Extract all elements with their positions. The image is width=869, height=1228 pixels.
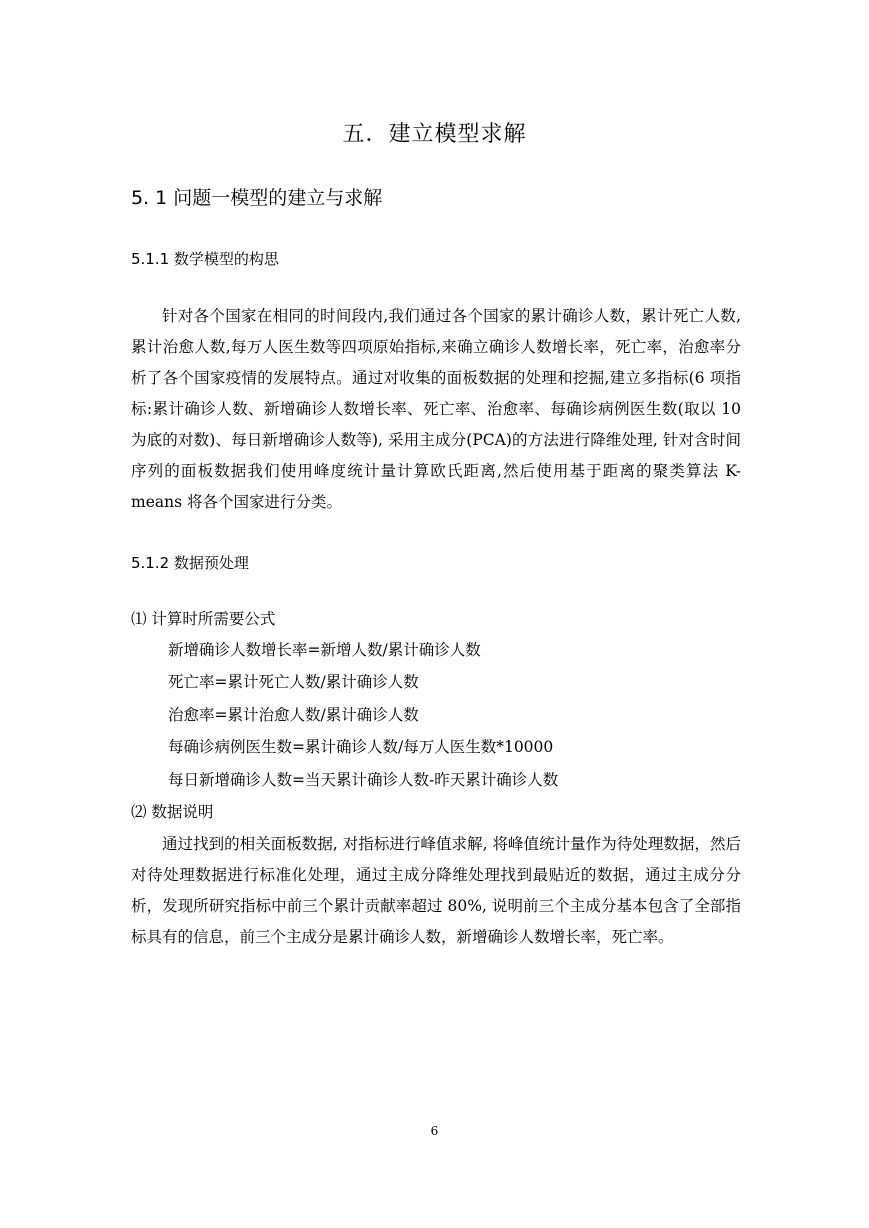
formula-item: 治愈率=累计治愈人数/累计确诊人数 — [168, 705, 419, 724]
list-item-data-description-label: ⑵ 数据说明 — [131, 803, 214, 821]
model-concept-paragraph: 针对各个国家在相同的时间段内,我们通过各个国家的累计确诊人数，累计死亡人数,累计治愈人数,每万人医生数等四项原始指标,来确立确诊人数增长率，死亡率，治愈率分析了各个国家疫情的发展特点。通过对收集的面板数据的处理和挖掘,建立多指标(6 项指标:累计确诊人数、新增确诊人数增长率、死亡率、治愈率、每确诊病例医生数(取以 10 为底的对数)、每日新增确诊人数等), 采用主成分(PCA)的方法进行降维处理, 针对含时间序列的面板数据我们使用峰度统计量计算欧氏距离,然后使用基于距离的聚类算法 K-means 将各个国家进行分类。 — [131, 307, 741, 511]
formula-item: 每确诊病例医生数=累计确诊人数/每万人医生数*10000 — [168, 738, 554, 757]
formula-item: 死亡率=累计死亡人数/累计确诊人数 — [168, 673, 419, 692]
formula-item: 每日新增确诊人数=当天累计确诊人数-昨天累计确诊人数 — [168, 770, 559, 789]
subsection-title-2: 5.1.2 数据预处理 — [131, 554, 249, 572]
chapter-title: 五．建立模型求解 — [342, 122, 527, 147]
data-description-paragraph: 通过找到的相关面板数据, 对指标进行峰值求解, 将峰值统计量作为待处理数据，然后对待处理数据进行标准化处理，通过主成分降维处理找到最贴近的数据，通过主成分分析，发现所研究指标中前三个累计贡献率超过 80%, 说明前三个主成分基本包含了全部指标具有的信息，前三个主成分是累计确诊人数，新增确诊人数增长率，死亡率。 — [131, 835, 741, 946]
subsection-title-1: 5.1.1 数学模型的构思 — [131, 250, 279, 268]
formula-list — [168, 634, 558, 796]
list-item-formulas-label: ⑴ 计算时所需要公式 — [131, 610, 276, 628]
section-title: 5. 1 问题一模型的建立与求解 — [131, 187, 383, 209]
page-number: 6 — [430, 1124, 439, 1138]
formula-item: 新增确诊人数增长率=新增人数/累计确诊人数 — [168, 641, 481, 659]
